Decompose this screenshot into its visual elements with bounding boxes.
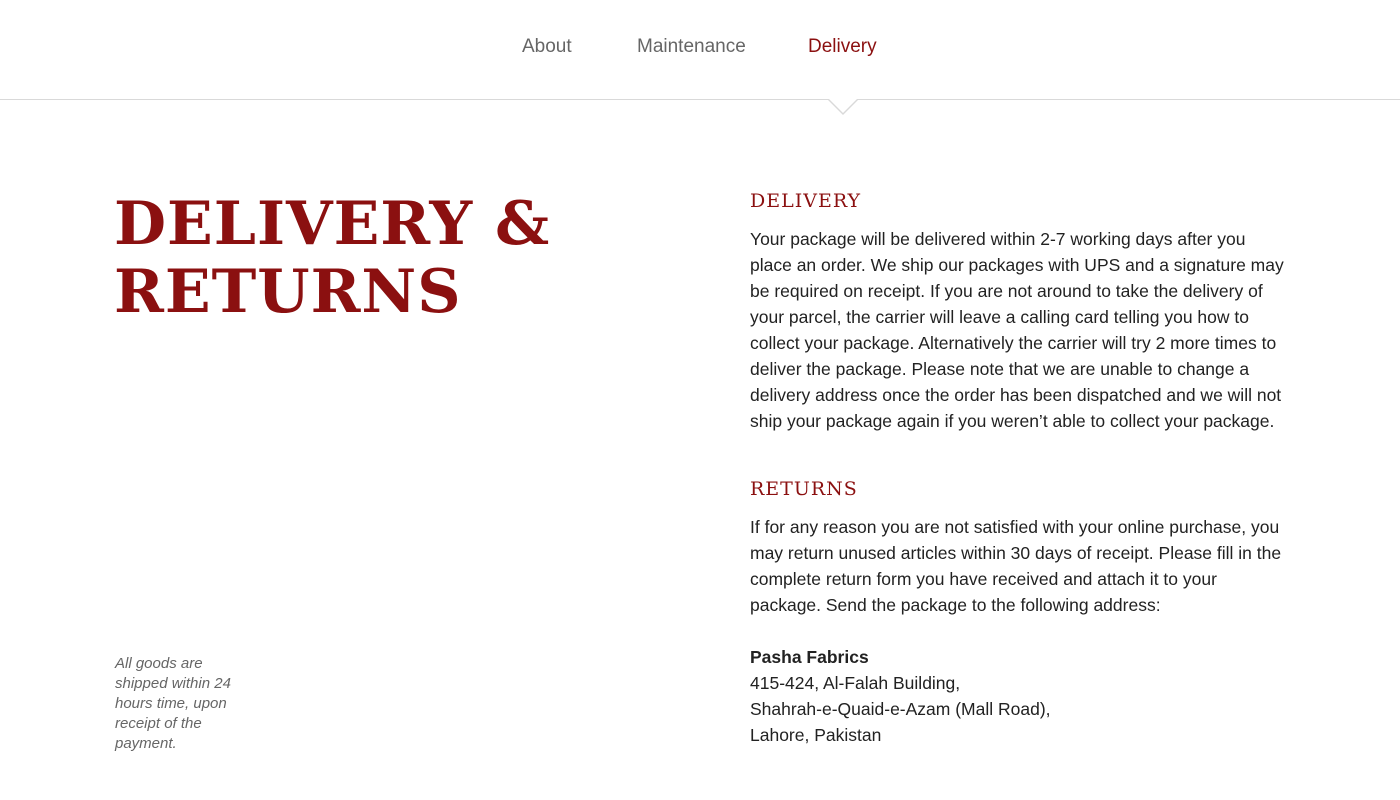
nav-item-maintenance[interactable]: Maintenance bbox=[637, 36, 746, 57]
address-line-2: Shahrah-e-Quaid-e-Azam (Mall Road), bbox=[750, 699, 1051, 719]
returns-text: If for any reason you are not satisfied with your online purchase, you may return unused articles within 30 days of receipt. Please fill in the complete return form you have received and attach it to your package. Send the package to the following address: bbox=[750, 517, 1282, 615]
returns-heading: RETURNS bbox=[750, 478, 858, 500]
delivery-text: Your package will be delivered within 2-7 working days after you place an order. We ship our packages with UPS and a signature may be required on receipt. If you are not around to take the delivery of your parcel, the carrier will leave a calling card telling you how to collect your package. Alternatively the carrier will try 2 more times to deliver the package. Please note that we are unable to change a delivery address once the order has been dispatched and we will not ship your package again if you weren’t able to collect your package. bbox=[750, 229, 1284, 431]
main-content bbox=[750, 190, 1290, 748]
page-title bbox=[114, 190, 634, 326]
delivery-heading: DELIVERY bbox=[750, 190, 862, 212]
return-address bbox=[750, 644, 1290, 748]
active-tab-pointer bbox=[827, 99, 859, 115]
returns-section bbox=[750, 478, 1290, 748]
address-line-1: 415-424, Al-Falah Building, bbox=[750, 673, 961, 693]
shipping-note: All goods are shipped within 24 hours time, upon receipt of the payment. bbox=[115, 655, 231, 752]
address-line-3: Lahore, Pakistan bbox=[750, 725, 882, 745]
nav-item-about[interactable]: About bbox=[522, 36, 572, 57]
delivery-section bbox=[750, 190, 1290, 434]
top-navigation bbox=[0, 0, 1400, 100]
page-title-line-2: RETURNS bbox=[114, 257, 462, 327]
address-name: Pasha Fabrics bbox=[750, 647, 869, 667]
nav-item-delivery[interactable]: Delivery bbox=[808, 36, 877, 57]
page-title-line-1: DELIVERY & bbox=[114, 189, 551, 259]
